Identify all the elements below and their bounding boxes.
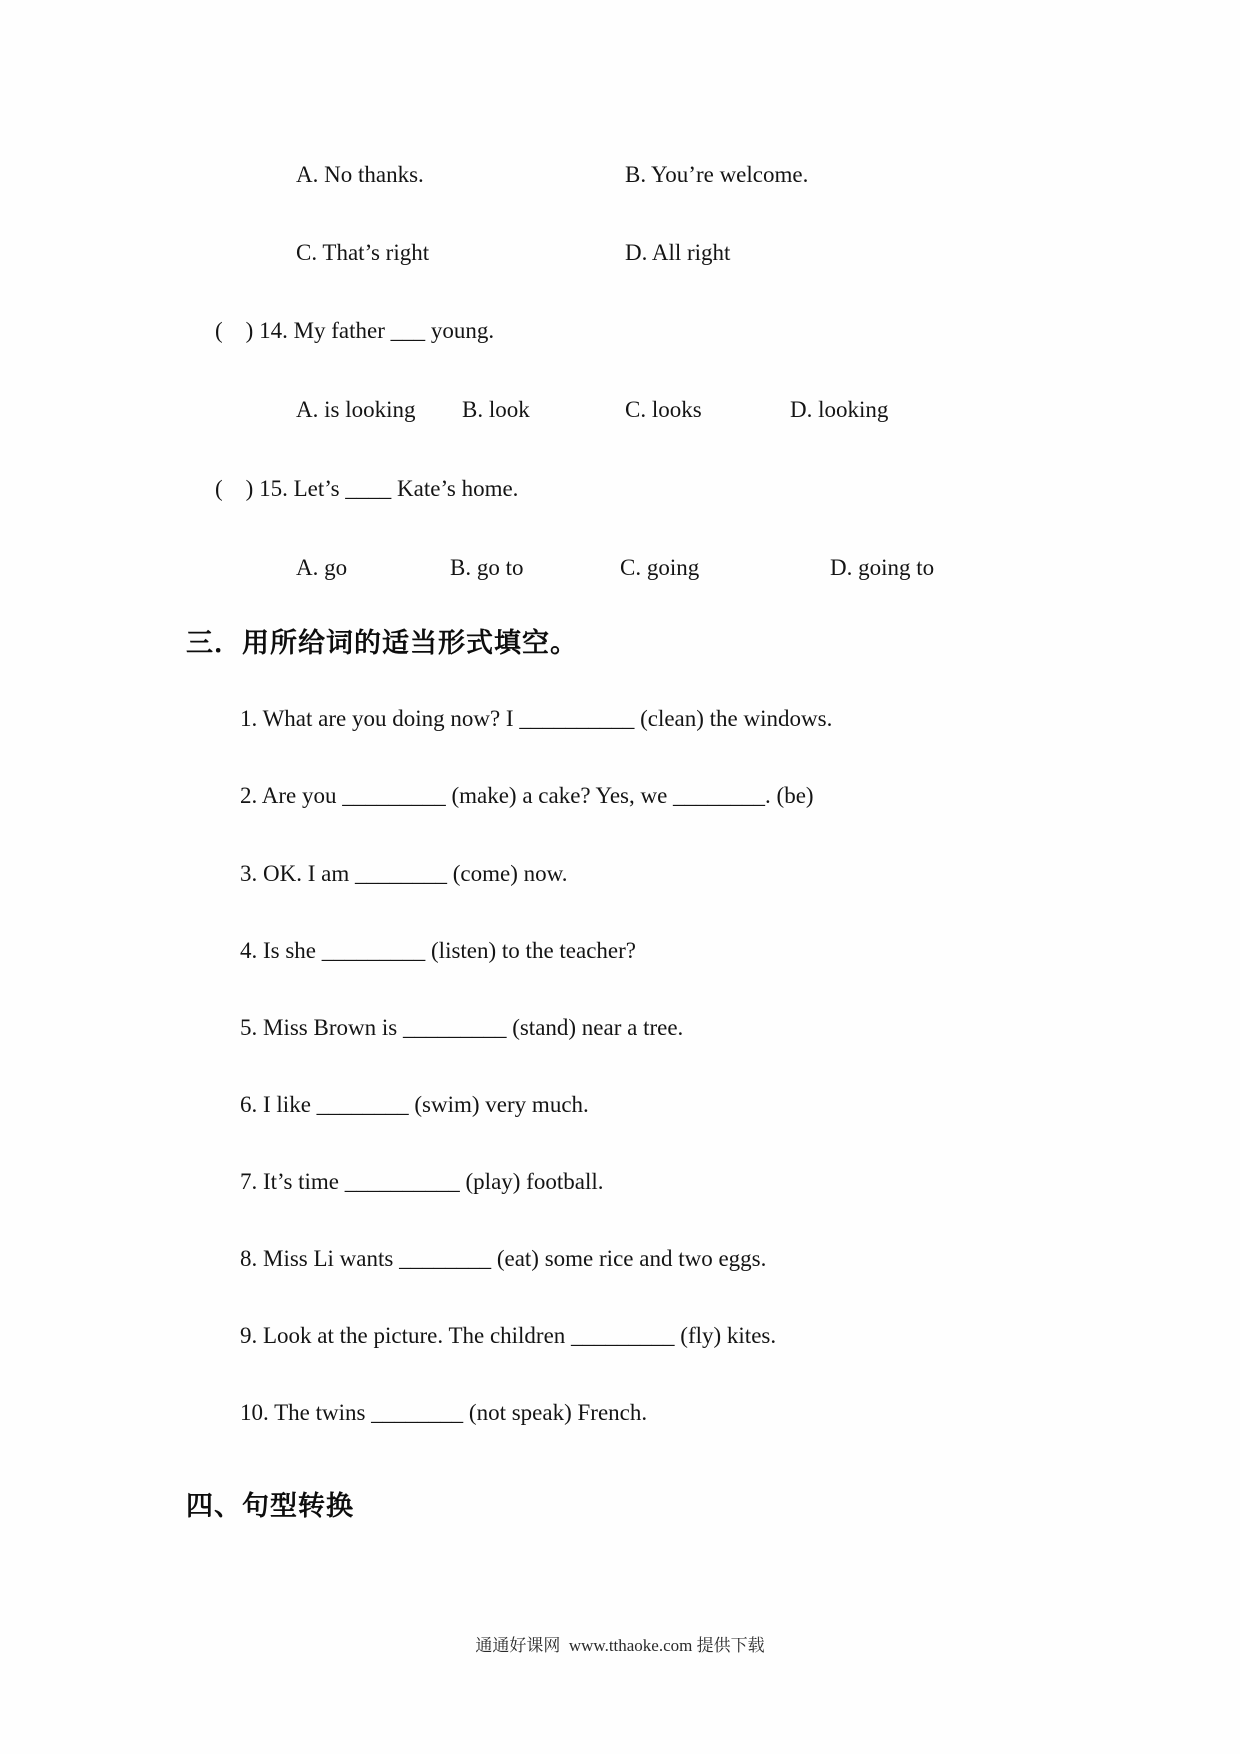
fill-item-10: 10. The twins ________ (not speak) French. xyxy=(240,1400,648,1425)
q14-option-d: D. looking xyxy=(790,397,889,422)
q15-option-b: B. go to xyxy=(450,555,524,580)
q13-option-d: D. All right xyxy=(625,240,731,265)
q14-stem: ( ) 14. My father ___ young. xyxy=(215,318,495,343)
q14-option-a: A. is looking xyxy=(296,397,416,422)
footer-site-credit: 通通好课网 www.tthaoke.com 提供下载 xyxy=(475,1636,765,1655)
q13-option-c: C. That’s right xyxy=(296,240,430,265)
section-three-heading: 三．用所给词的适当形式填空。 xyxy=(186,628,578,658)
q15-option-c: C. going xyxy=(620,555,700,580)
q14-option-c: C. looks xyxy=(625,397,702,422)
fill-item-2: 2. Are you _________ (make) a cake? Yes, we ________. (be) xyxy=(240,783,814,808)
fill-item-3: 3. OK. I am ________ (come) now. xyxy=(240,861,568,886)
fill-item-6: 6. I like ________ (swim) very much. xyxy=(240,1092,589,1117)
q13-option-a: A. No thanks. xyxy=(296,162,424,187)
fill-item-8: 8. Miss Li wants ________ (eat) some rice and two eggs. xyxy=(240,1246,767,1271)
q15-option-a: A. go xyxy=(296,555,348,580)
fill-item-5: 5. Miss Brown is _________ (stand) near a tree. xyxy=(240,1015,684,1040)
q14-option-b: B. look xyxy=(462,397,530,422)
q15-option-d: D. going to xyxy=(830,555,935,580)
fill-item-1: 1. What are you doing now? I __________ (clean) the windows. xyxy=(240,706,833,731)
fill-item-9: 9. Look at the picture. The children _________ (fly) kites. xyxy=(240,1323,777,1348)
section-four-heading: 四、句型转换 xyxy=(186,1491,354,1521)
q15-stem: ( ) 15. Let’s ____ Kate’s home. xyxy=(215,476,519,501)
q13-option-b: B. You’re welcome. xyxy=(625,162,809,187)
fill-item-4: 4. Is she _________ (listen) to the teacher? xyxy=(240,938,636,963)
fill-item-7: 7. It’s time __________ (play) football. xyxy=(240,1169,604,1194)
